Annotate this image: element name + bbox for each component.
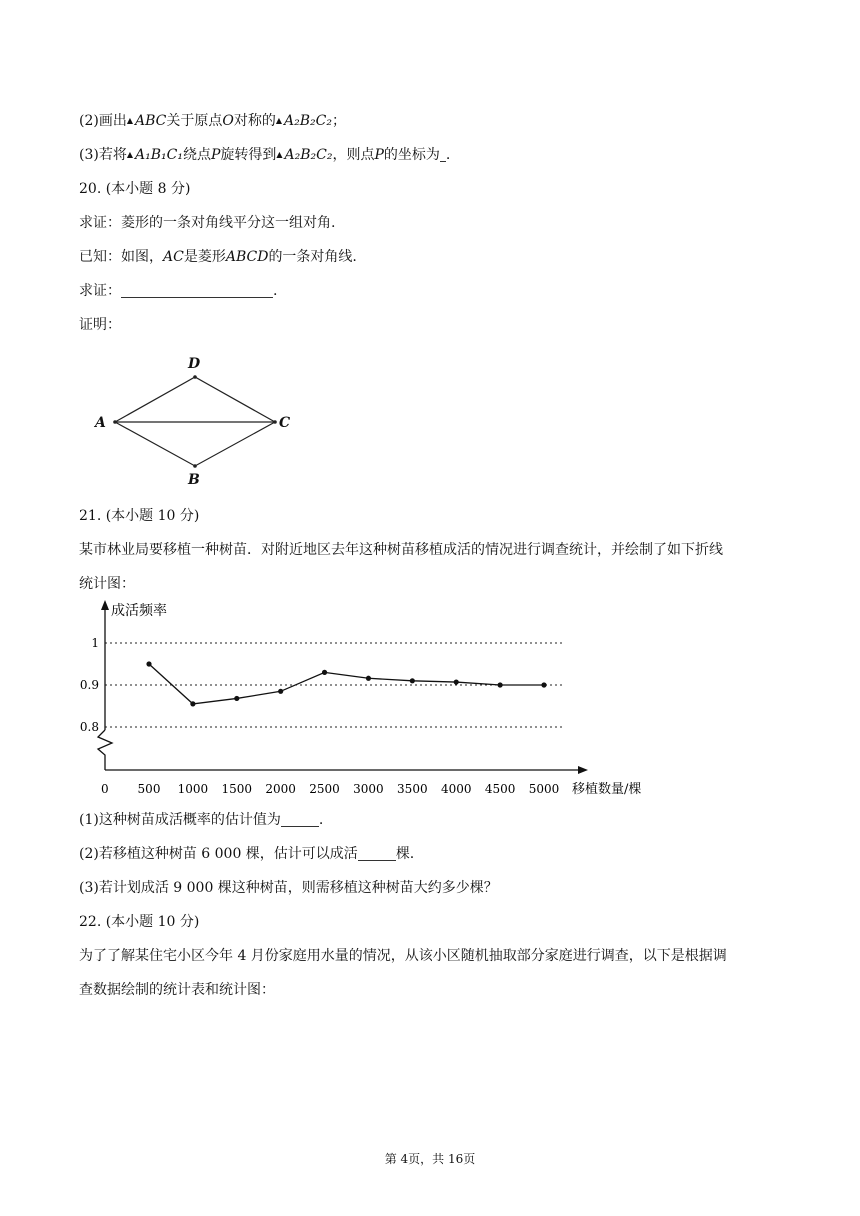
y-axis-arrow-icon — [101, 600, 109, 610]
triangle-symbol-icon: ▲ — [276, 150, 283, 159]
x-axis-label: 移植数量/棵 — [572, 782, 642, 797]
data-point — [322, 670, 327, 675]
page-footer: 第 4页，共 16页 — [384, 1152, 476, 1166]
q21-heading: 21. (本小题 10 分) — [79, 508, 200, 524]
q21-part3: (3)若计划成活 9 000 棵这种树苗，则需移植这种树苗大约多少棵？ — [79, 880, 498, 896]
triangle-symbol-icon: ▲ — [275, 116, 283, 125]
y-tick-label: 1 — [91, 636, 99, 650]
x-tick-label: 2000 — [265, 782, 296, 796]
data-point — [498, 682, 503, 687]
answer-blank — [358, 860, 396, 861]
answer-blank — [281, 826, 319, 827]
q21-part2: (2)若移植这种树苗 6 000 棵，估计可以成活 棵. — [79, 846, 415, 862]
triangle-symbol-icon: ▲ — [126, 150, 133, 159]
x-tick-label: 4000 — [440, 782, 472, 796]
vertex-label-c: C — [279, 415, 291, 431]
vertex-label-b: B — [188, 472, 200, 488]
x-tick-label: 4500 — [484, 782, 516, 796]
x-tick-label: 3500 — [397, 782, 428, 796]
q20-given: 已知：如图，AC是菱形ABCD的一条对角线. — [79, 249, 357, 265]
data-point — [541, 682, 546, 687]
rhombus-figure — [90, 350, 310, 490]
origin-label: 0 — [101, 782, 109, 796]
x-axis-arrow-icon — [578, 766, 588, 774]
x-tick-label: 500 — [137, 782, 161, 796]
q20-heading: 20. (本小题 8 分) — [79, 181, 191, 197]
data-point — [410, 678, 415, 683]
y-axis-label: 成活频率 — [111, 603, 167, 619]
q19-part3: (3)若将▲ A₁B₁C₁绕点P旋转得到▲ A₂B₂C₂，则点P的坐标为 . — [79, 147, 451, 163]
answer-blank — [121, 297, 273, 298]
data-point — [146, 661, 151, 666]
data-point — [234, 696, 239, 701]
data-point — [366, 676, 371, 681]
series-line — [149, 664, 544, 704]
q21-part1: (1)这种树苗成活概率的估计值为 . — [79, 812, 324, 828]
q20-proof-label: 证明： — [79, 317, 121, 333]
data-point — [454, 679, 459, 684]
y-axis-break — [98, 730, 112, 770]
data-point — [190, 701, 195, 706]
y-tick-label: 0.9 — [79, 678, 99, 692]
vertex-label-a: A — [95, 415, 106, 431]
q21-intro-line2: 统计图： — [79, 576, 135, 592]
q20-prove: 求证： . — [79, 283, 278, 299]
x-tick-label: 5000 — [528, 782, 560, 796]
x-tick-label: 3000 — [353, 782, 384, 796]
q19-part2: (2)画出▲ ABC关于原点O对称的▲ A₂B₂C₂； — [79, 113, 346, 129]
triangle-symbol-icon: ▲ — [126, 116, 133, 125]
q20-statement: 求证：菱形的一条对角线平分这一组对角. — [79, 215, 336, 231]
q22-intro-line1: 为了了解某住宅小区今年 4 月份家庭用水量的情况，从该小区随机抽取部分家庭进行调查，以下是根据调 — [79, 948, 727, 964]
x-tick-label: 1000 — [177, 782, 209, 796]
y-tick-label: 0.8 — [79, 720, 99, 734]
q22-heading: 22. (本小题 10 分) — [79, 914, 200, 930]
data-point — [278, 689, 283, 694]
survival-rate-line-chart — [0, 595, 700, 805]
x-tick-label: 2500 — [309, 782, 340, 796]
vertex-label-d: D — [188, 356, 201, 372]
q22-intro-line2: 查数据绘制的统计表和统计图： — [79, 982, 275, 998]
q21-intro-line1: 某市林业局要移植一种树苗．对附近地区去年这种树苗移植成活的情况进行调查统计，并绘制了如下折线 — [79, 542, 723, 558]
x-tick-label: 1500 — [221, 782, 253, 796]
